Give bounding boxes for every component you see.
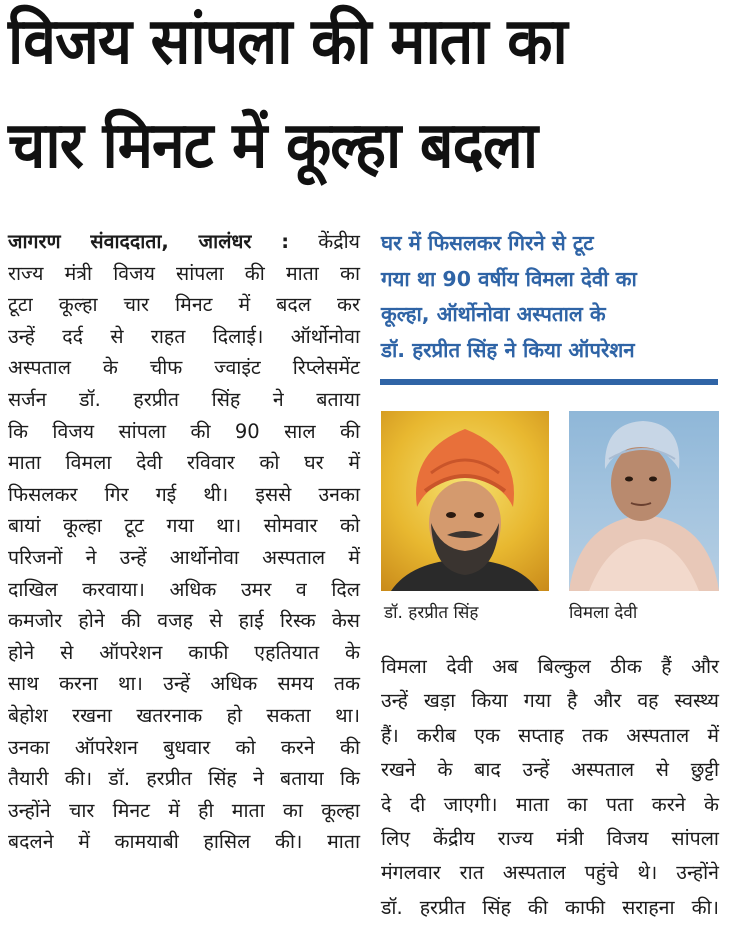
- article-line: तैयारी की। डॉ. हरप्रीत सिंह ने बताया कि: [8, 767, 360, 791]
- article-line: माता विमला देवी रविवार को घर में: [8, 451, 360, 475]
- article-line: रखने के बाद उन्हें अस्पताल से छुट्टी: [381, 758, 719, 782]
- headline-line-1: विजय सांपला की माता का: [8, 5, 567, 79]
- right-article-column: [381, 650, 719, 925]
- subheadline-line: कूल्हा, ऑर्थोनोवा अस्पताल के: [381, 302, 606, 326]
- doctor-photo: [381, 411, 549, 591]
- article-line: उन्हें खड़ा किया गया है और वह स्वस्थ्य: [381, 689, 719, 713]
- headline-line-2: चार मिनट में कूल्हा बदला: [8, 109, 538, 183]
- subheadline: [381, 226, 721, 368]
- left-article-column: [8, 226, 360, 858]
- article-line: हैं। करीब एक सप्ताह तक अस्पताल में: [381, 723, 719, 747]
- article-line: उन्होंने चार मिनट में ही माता का कूल्हा: [8, 798, 360, 822]
- article-line: बेहोश रखना खतरनाक हो सकता था।: [8, 703, 360, 727]
- article-line: दे दी जाएगी। माता का पता करने के: [381, 792, 719, 816]
- byline: जागरण संवाददाता, जालंधर :: [8, 230, 290, 253]
- article-line: लिए केंद्रीय राज्य मंत्री विजय सांपला: [381, 826, 719, 850]
- article-line: [8, 226, 360, 258]
- article-line: डॉ. हरप्रीत सिंह की काफी सराहना की।: [381, 895, 719, 919]
- article-text: केंद्रीय: [318, 230, 360, 253]
- doctor-photo-caption: डॉ. हरप्रीत सिंह: [384, 603, 479, 623]
- patient-portrait-illustration: [569, 411, 719, 591]
- patient-photo-caption: विमला देवी: [569, 603, 638, 623]
- article-line: टूटा कूल्हा चार मिनट में बदल कर: [8, 293, 360, 317]
- article-line: दाखिल करवाया। अधिक उमर व दिल: [8, 577, 360, 601]
- article-line: बायां कूल्हा टूट गया था। सोमवार को: [8, 514, 360, 538]
- article-line: सर्जन डॉ. हरप्रीत सिंह ने बताया: [8, 387, 360, 411]
- article-line: उन्हें दर्द से राहत दिलाई। ऑर्थोनोवा: [8, 324, 360, 348]
- article-line: उनका ऑपरेशन बुधवार को करने की: [8, 735, 360, 759]
- doctor-portrait-illustration: [381, 411, 549, 591]
- article-line: मंगलवार रात अस्पताल पहुंचे थे। उन्होंने: [381, 861, 719, 885]
- subheadline-rule: [380, 379, 718, 385]
- article-line: विमला देवी अब बिल्कुल ठीक हैं और: [381, 655, 719, 678]
- article-line: बदलने में कामयाबी हासिल की। माता: [8, 830, 360, 854]
- article-line: अस्पताल के चीफ ज्वाइंट रिप्लेसमेंट: [8, 356, 360, 380]
- article-line: होने से ऑपरेशन काफी एहतियात के: [8, 640, 360, 664]
- subheadline-line: घर में फिसलकर गिरने से टूट: [381, 231, 594, 255]
- article-line: राज्य मंत्री विजय सांपला की माता का: [8, 261, 360, 285]
- article-line: साथ करना था। उन्हें अधिक समय तक: [8, 672, 360, 696]
- article-line: कमजोर होने की वजह से हाई रिस्क केस: [8, 609, 360, 633]
- subheadline-line: गया था 90 वर्षीय विमला देवी का: [381, 266, 637, 291]
- article-line: परिजनों ने उन्हें आर्थोनोवा अस्पताल में: [8, 545, 360, 569]
- subheadline-line: डॉ. हरप्रीत सिंह ने किया ऑपरेशन: [381, 337, 635, 362]
- article-line: कि विजय सांपला की 90 साल की: [8, 419, 360, 443]
- article-line: फिसलकर गिर गई थी। इससे उनका: [8, 482, 360, 506]
- patient-photo: [569, 411, 719, 591]
